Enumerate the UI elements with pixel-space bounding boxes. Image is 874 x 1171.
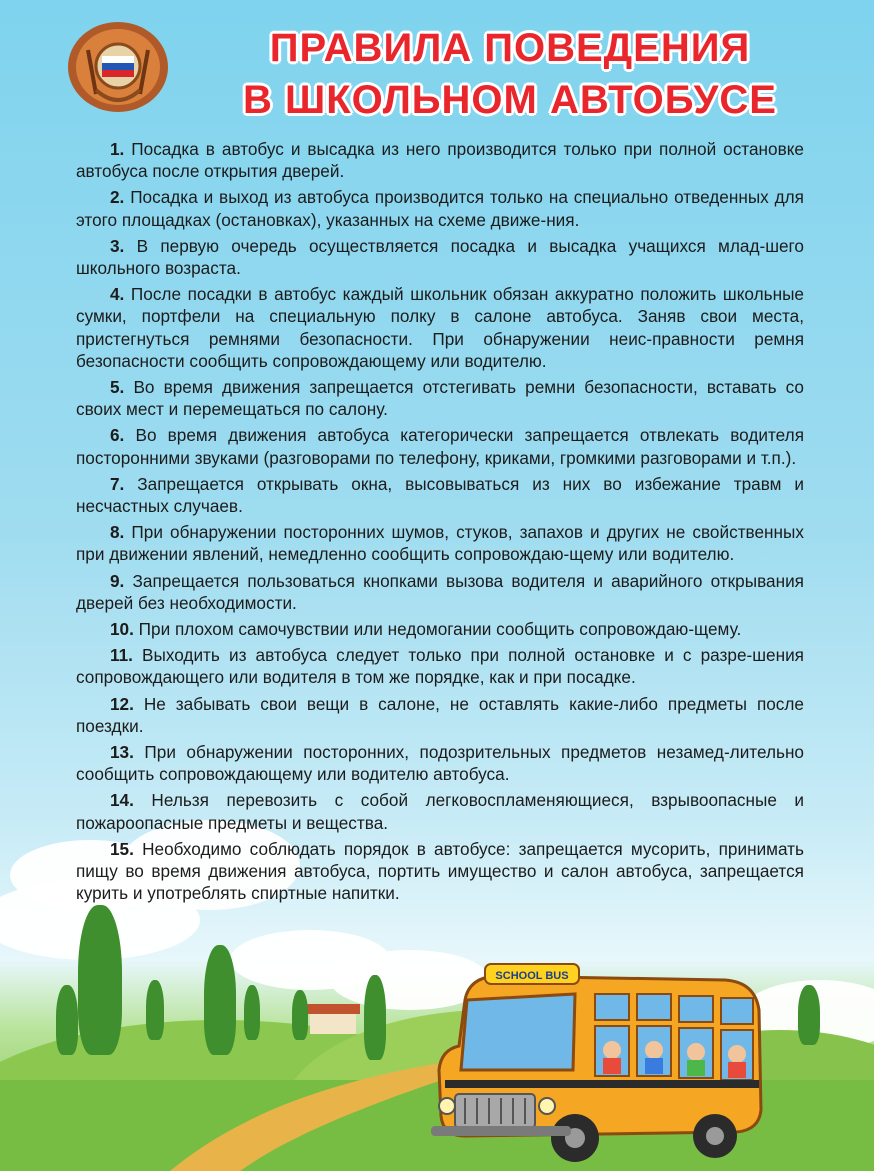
title-line-2: В ШКОЛЬНОМ АВТОБУСЕ [243, 78, 777, 122]
rule-number: 6. [110, 425, 125, 446]
rule-item [76, 693, 804, 737]
rule-item [76, 376, 804, 420]
rule-number: 15. [110, 838, 134, 859]
bus-sign-label: SCHOOL BUS [495, 970, 569, 982]
rule-text: Нельзя перевозить с собой легковоспламеняющиеся, взрывоопасные и пожароопасные предметы и вещества. [76, 790, 804, 833]
title-line-1: ПРАВИЛА ПОВЕДЕНИЯ [269, 26, 751, 70]
rule-item [76, 138, 804, 182]
rule-text: Во время движения запрещается отстегивать ремни безопасности, вставать со своих мест и перемещаться по салону. [76, 377, 804, 420]
rule-text: Во время движения автобуса категорически запрещается отвлекать водителя посторонними звуками (разговорами по телефону, криками, громкими разговорами и т.п.). [76, 425, 804, 468]
traffic-police-emblem-icon [66, 20, 170, 114]
rule-number: 8. [110, 522, 125, 543]
rule-number: 13. [110, 742, 134, 763]
rule-number: 9. [110, 570, 125, 591]
rule-number: 3. [110, 235, 125, 256]
rule-number: 14. [110, 790, 134, 811]
rule-item [76, 838, 804, 905]
rule-text: Выходить из автобуса следует только при полной остановке и с разре-шения сопровождающего или водителя в том же порядке, как и при посадке. [76, 645, 804, 688]
rule-item [76, 618, 804, 640]
school-bus-icon [425, 960, 765, 1165]
rule-text: Не забывать свои вещи в салоне, не оставлять какие-либо предметы после поездки. [76, 693, 804, 736]
rule-item [76, 186, 804, 230]
rule-number: 7. [110, 473, 125, 494]
rule-item [76, 473, 804, 517]
rule-number: 5. [110, 377, 125, 398]
rule-text: При плохом самочувствии или недомогании сообщить сопровождаю-щему. [133, 619, 742, 640]
rule-item [76, 235, 804, 279]
rule-item [76, 424, 804, 468]
rule-text: Необходимо соблюдать порядок в автобусе: запрещается мусорить, принимать пищу во время движения автобуса, портить имущество и салон автобуса, запрещается курить и употреблять спиртные напитки. [76, 838, 804, 904]
rules-list [76, 138, 804, 909]
rule-item [76, 570, 804, 614]
rule-text: Запрещается открывать окна, высовываться из них во избежание травм и несчастных случаев. [76, 473, 804, 517]
rule-text: При обнаружении посторонних шумов, стуков, запахов и других не свойственных при движении явлений, немедленно сообщить сопровождаю-щему или водителю. [76, 522, 804, 565]
rule-text: При обнаружении посторонних, подозрительных предметов незамед-лительно сообщить сопровождающему или водителю автобуса. [76, 742, 804, 785]
rule-number: 10. [110, 619, 134, 640]
rule-text: Посадка и выход из автобуса производится только на специально отведенных для этого площадках (остановках), указанных на схеме движе-ния. [76, 187, 804, 230]
rule-number: 12. [110, 693, 134, 714]
rule-item [76, 741, 804, 785]
rule-number: 4. [110, 284, 125, 305]
rule-item [76, 644, 804, 688]
rule-item [76, 521, 804, 565]
rule-text: Посадка в автобус и высадка из него производится только при полной остановке автобуса после открытия дверей. [76, 139, 804, 182]
rule-number: 1. [110, 139, 125, 159]
rule-number: 2. [110, 187, 125, 208]
rule-item [76, 283, 804, 372]
rule-item [76, 789, 804, 833]
rule-number: 11. [110, 645, 133, 666]
rule-text: Запрещается пользоваться кнопками вызова водителя и аварийного открывания дверей без необходимости. [76, 570, 804, 613]
page-title [200, 22, 820, 126]
rule-text: После посадки в автобус каждый школьник обязан аккуратно положить школьные сумки, портфели на специальную полку в салоне автобуса. Заняв свои места, пристегнуться ремнями безопасности. При обнаружении неис-правности ремня безопасности сообщить сопровождающему или водителю. [76, 284, 804, 371]
rule-text: В первую очередь осуществляется посадка и высадка учащихся млад-шего школьного возраста. [76, 235, 804, 279]
